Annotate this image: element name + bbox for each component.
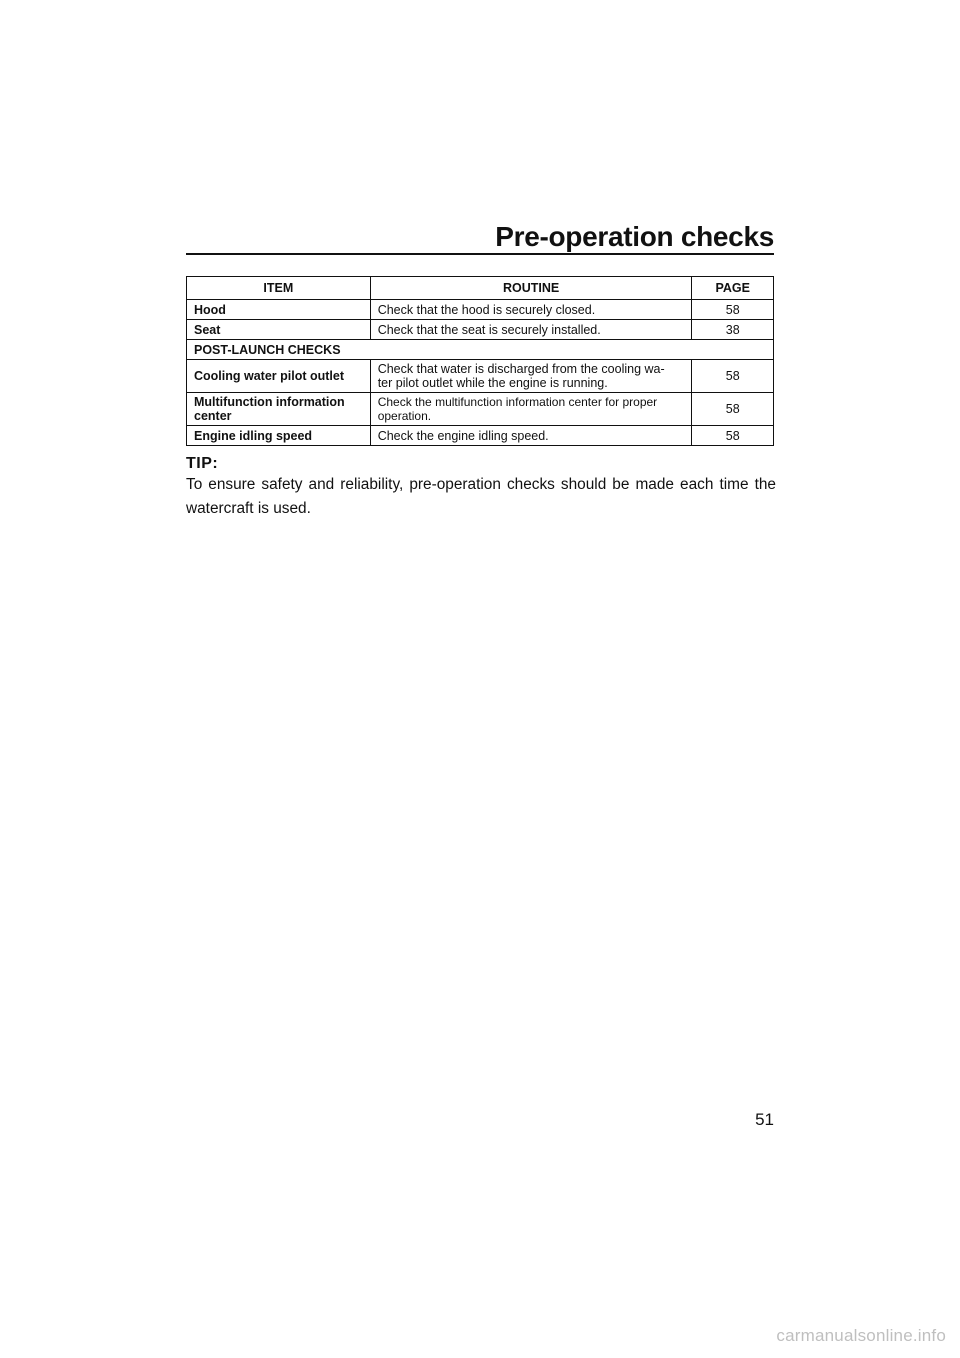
row-page: 58: [692, 300, 774, 320]
row-routine: [370, 360, 692, 393]
watermark: carmanualsonline.info: [776, 1326, 946, 1345]
column-header-routine: ROUTINE: [370, 277, 692, 300]
row-item: Engine idling speed: [187, 426, 371, 446]
row-page: 58: [692, 426, 774, 446]
table-row: [187, 426, 774, 446]
section-label: POST-LAUNCH CHECKS: [187, 340, 774, 360]
row-routine: Check that the seat is securely installed.: [370, 320, 692, 340]
row-item: Seat: [187, 320, 371, 340]
page-title: Pre-operation checks: [495, 221, 774, 252]
item-line: center: [194, 409, 232, 423]
row-routine: Check that the hood is securely closed.: [370, 300, 692, 320]
row-page: 58: [692, 360, 774, 393]
tip-body: To ensure safety and reliability, pre-operation checks should be made each time the watercraft is used.: [186, 476, 776, 517]
item-line: Multifunction information: [194, 395, 345, 409]
column-header-item: ITEM: [187, 277, 371, 300]
table-row: [187, 300, 774, 320]
row-page: 58: [692, 393, 774, 426]
routine-line: operation.: [377, 409, 432, 423]
row-routine: Check the engine idling speed.: [370, 426, 692, 446]
table-header-row: [187, 277, 774, 300]
routine-line: Check that water is discharged from the cooling wa-: [377, 362, 665, 376]
pre-operation-checks-table: [186, 276, 774, 446]
title-divider: [186, 253, 774, 255]
column-header-page: PAGE: [692, 277, 774, 300]
row-item: Hood: [187, 300, 371, 320]
routine-line: ter pilot outlet while the engine is running.: [377, 376, 608, 390]
table-row: [187, 360, 774, 393]
row-page: 38: [692, 320, 774, 340]
table-row: [187, 393, 774, 426]
page-number: 51: [755, 1110, 774, 1129]
table-row: [187, 320, 774, 340]
row-item: Cooling water pilot outlet: [187, 360, 371, 393]
section-row: [187, 340, 774, 360]
row-routine: [370, 393, 692, 426]
tip-heading: TIP:: [186, 455, 219, 472]
row-item: [187, 393, 371, 426]
routine-line: Check the multifunction information center for proper: [377, 395, 658, 409]
